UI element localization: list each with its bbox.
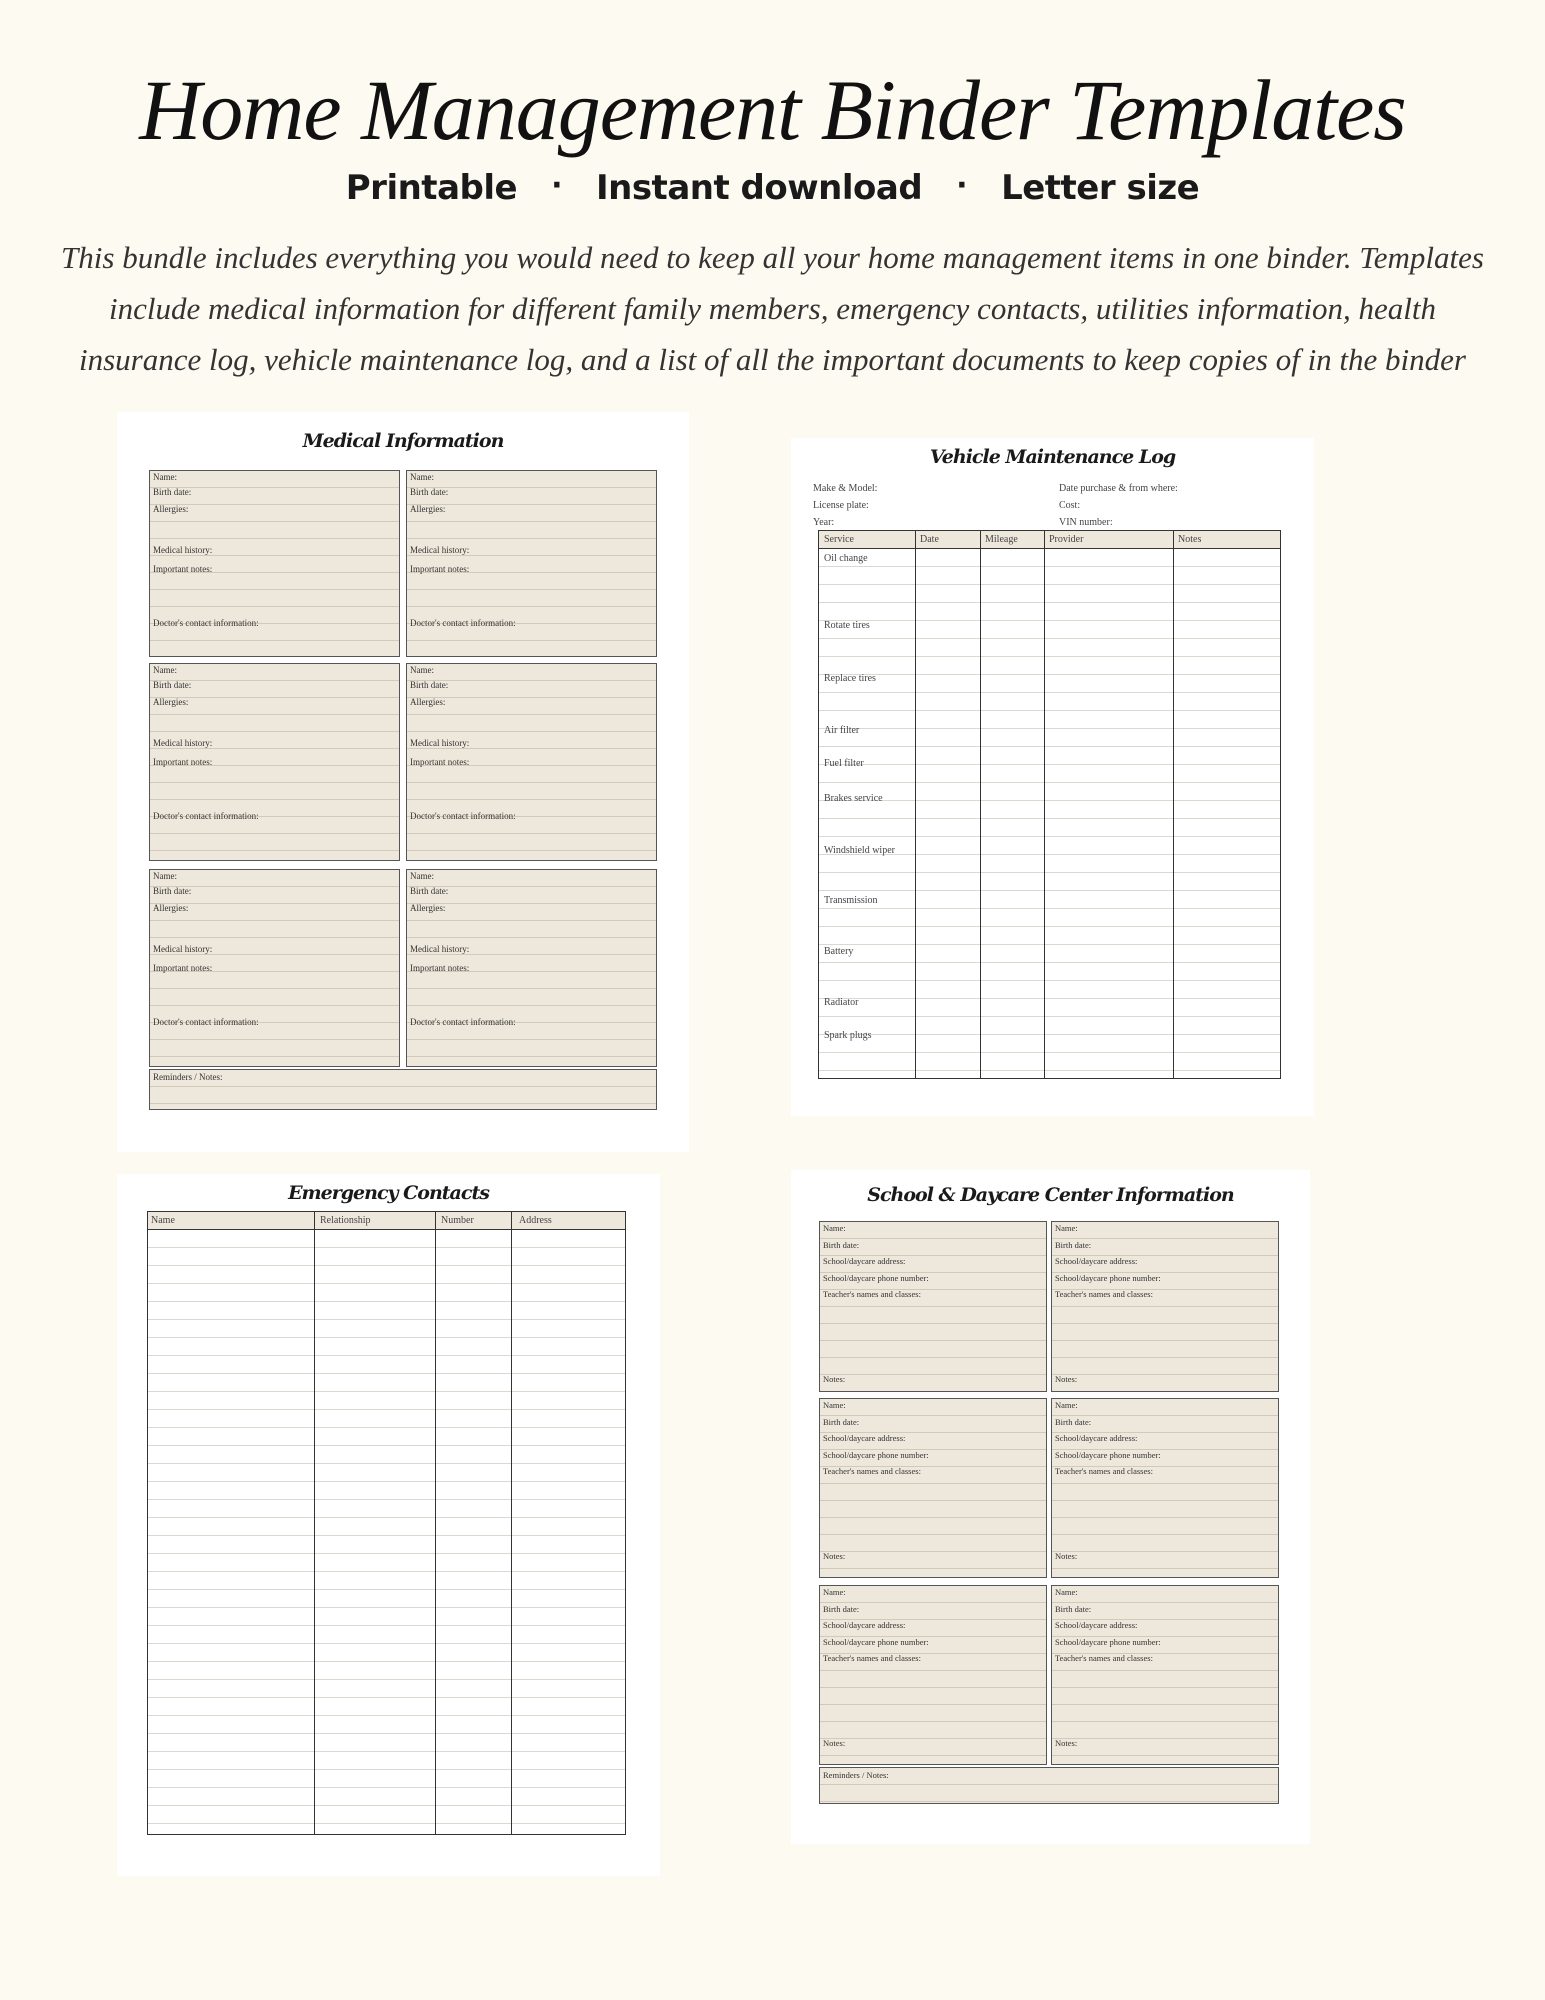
- field-label: Important notes:: [410, 757, 470, 767]
- field-label: Medical history:: [410, 944, 470, 954]
- vehicle-maintenance-preview: [791, 438, 1314, 1116]
- field-label: Teacher's names and classes:: [823, 1466, 921, 1476]
- field-label: Birth date:: [823, 1417, 860, 1427]
- school-daycare-preview: [791, 1170, 1310, 1844]
- service-label: Replace tires: [824, 673, 876, 684]
- field-label: School/daycare address:: [1055, 1433, 1138, 1443]
- field-label: Birth date:: [410, 680, 449, 690]
- child-info-box: [1051, 1221, 1279, 1392]
- field-label: Name:: [823, 1587, 846, 1597]
- field-label: Teacher's names and classes:: [1055, 1653, 1153, 1663]
- column-divider: [511, 1212, 512, 1834]
- info-label: License plate:: [813, 500, 869, 511]
- field-label: Birth date:: [1055, 1417, 1092, 1427]
- maintenance-table: [818, 530, 1281, 1079]
- column-divider: [1173, 531, 1174, 1078]
- field-label: Birth date:: [153, 487, 192, 497]
- field-label: Notes:: [1055, 1738, 1078, 1748]
- reminders-box: [819, 1767, 1279, 1804]
- feature-printable: Printable: [345, 168, 518, 208]
- feature-instant-download: Instant download: [595, 168, 923, 208]
- field-label: Doctor's contact information:: [153, 811, 259, 821]
- medical-person-box: [406, 663, 657, 861]
- separator: ·: [956, 168, 968, 203]
- service-label: Rotate tires: [824, 620, 870, 631]
- field-label: Medical history:: [153, 545, 213, 555]
- column-header: Name: [151, 1215, 175, 1226]
- field-label: School/daycare address:: [1055, 1620, 1138, 1630]
- column-header: Date: [920, 534, 939, 545]
- column-header: Notes: [1178, 534, 1202, 545]
- medical-person-box: [406, 869, 657, 1067]
- field-label: Name:: [823, 1223, 846, 1233]
- field-label: School/daycare address:: [823, 1620, 906, 1630]
- column-divider: [435, 1212, 436, 1834]
- field-label: Allergies:: [153, 697, 189, 707]
- field-label: Important notes:: [153, 963, 213, 973]
- field-label: Birth date:: [1055, 1240, 1092, 1250]
- child-info-box: [819, 1585, 1047, 1765]
- field-label: Name:: [153, 871, 177, 881]
- field-label: Doctor's contact information:: [153, 1017, 259, 1027]
- field-label: Name:: [410, 665, 434, 675]
- field-label: Medical history:: [153, 944, 213, 954]
- info-label: Cost:: [1059, 500, 1081, 511]
- field-label: Name:: [1055, 1400, 1078, 1410]
- medical-person-box: [149, 470, 400, 657]
- field-label: School/daycare phone number:: [823, 1273, 929, 1283]
- service-label: Battery: [824, 946, 854, 957]
- emergency-title: Emergency Contacts: [288, 1182, 489, 1204]
- column-header: Mileage: [985, 534, 1018, 545]
- medical-information-preview: [117, 412, 689, 1152]
- column-divider: [1044, 531, 1045, 1078]
- field-label: School/daycare phone number:: [1055, 1637, 1161, 1647]
- service-label: Spark plugs: [824, 1030, 872, 1041]
- field-label: Birth date:: [1055, 1604, 1092, 1614]
- page-title: Home Management Binder Templates: [139, 62, 1406, 158]
- field-label: Name:: [153, 472, 177, 482]
- field-label: School/daycare phone number:: [823, 1450, 929, 1460]
- field-label: Teacher's names and classes:: [823, 1289, 921, 1299]
- field-label: Name:: [410, 871, 434, 881]
- field-label: Notes:: [1055, 1374, 1078, 1384]
- field-label: Doctor's contact information:: [410, 1017, 516, 1027]
- reminders-label: Reminders / Notes:: [823, 1770, 889, 1780]
- medical-person-box: [406, 470, 657, 657]
- emergency-contacts-preview: [117, 1174, 660, 1876]
- medical-person-box: [149, 663, 400, 861]
- column-divider: [915, 531, 916, 1078]
- service-label: Oil change: [824, 553, 868, 564]
- field-label: Birth date:: [823, 1604, 860, 1614]
- field-label: School/daycare address:: [1055, 1256, 1138, 1266]
- field-label: Doctor's contact information:: [410, 811, 516, 821]
- vehicle-title: Vehicle Maintenance Log: [929, 446, 1176, 468]
- field-label: Name:: [153, 665, 177, 675]
- field-label: School/daycare address:: [823, 1256, 906, 1266]
- field-label: Medical history:: [410, 545, 470, 555]
- field-label: Allergies:: [410, 504, 446, 514]
- field-label: Important notes:: [153, 757, 213, 767]
- field-label: Allergies:: [410, 903, 446, 913]
- column-header: Provider: [1049, 534, 1084, 545]
- field-label: Notes:: [823, 1738, 846, 1748]
- field-label: Name:: [1055, 1587, 1078, 1597]
- field-label: Name:: [1055, 1223, 1078, 1233]
- column-divider: [980, 531, 981, 1078]
- field-label: Doctor's contact information:: [153, 618, 259, 628]
- field-label: Birth date:: [823, 1240, 860, 1250]
- service-label: Fuel filter: [824, 758, 864, 769]
- field-label: Allergies:: [410, 697, 446, 707]
- contacts-table: [147, 1211, 626, 1835]
- info-label: Make & Model:: [813, 483, 878, 494]
- table-header: [148, 1212, 625, 1230]
- service-label: Windshield wiper: [824, 845, 895, 856]
- field-label: Important notes:: [410, 963, 470, 973]
- field-label: Doctor's contact information:: [410, 618, 516, 628]
- field-label: School/daycare phone number:: [823, 1637, 929, 1647]
- column-header: Service: [824, 534, 854, 545]
- field-label: Allergies:: [153, 504, 189, 514]
- info-label: Year:: [813, 517, 835, 528]
- info-label: Date purchase & from where:: [1059, 483, 1178, 494]
- field-label: Name:: [823, 1400, 846, 1410]
- field-label: Notes:: [823, 1551, 846, 1561]
- field-label: School/daycare address:: [823, 1433, 906, 1443]
- reminders-box: [149, 1069, 657, 1110]
- field-label: Notes:: [823, 1374, 846, 1384]
- reminders-label: Reminders / Notes:: [153, 1072, 223, 1082]
- field-label: Medical history:: [410, 738, 470, 748]
- feature-letter-size: Letter size: [1001, 168, 1200, 208]
- column-header: Relationship: [320, 1215, 371, 1226]
- field-label: Important notes:: [153, 564, 213, 574]
- column-header: Address: [519, 1215, 552, 1226]
- separator: ·: [551, 168, 562, 203]
- service-label: Air filter: [824, 725, 860, 736]
- school-title: School & Daycare Center Information: [867, 1184, 1234, 1206]
- child-info-box: [819, 1221, 1047, 1392]
- field-label: Teacher's names and classes:: [1055, 1466, 1153, 1476]
- field-label: Medical history:: [153, 738, 213, 748]
- info-label: VIN number:: [1059, 517, 1113, 528]
- field-label: Teacher's names and classes:: [823, 1653, 921, 1663]
- column-divider: [314, 1212, 315, 1834]
- column-header: Number: [441, 1215, 474, 1226]
- field-label: Allergies:: [153, 903, 189, 913]
- field-label: Birth date:: [153, 680, 192, 690]
- child-info-box: [1051, 1398, 1279, 1578]
- field-label: Name:: [410, 472, 434, 482]
- child-info-box: [819, 1398, 1047, 1578]
- field-label: Birth date:: [410, 487, 449, 497]
- service-label: Brakes service: [824, 793, 883, 804]
- description: This bundle includes everything you would need to keep all your home management items in one binder. Templates include medical information for different family members, emergency contacts, utilities information, health insurance log, vehicle maintenance log, and a list of all the important documents to keep copies of in the binder: [61, 240, 1484, 377]
- field-label: Birth date:: [410, 886, 449, 896]
- medical-person-box: [149, 869, 400, 1067]
- field-label: Teacher's names and classes:: [1055, 1289, 1153, 1299]
- feature-list: [0, 168, 1545, 208]
- field-label: School/daycare phone number:: [1055, 1450, 1161, 1460]
- medical-title: Medical Information: [302, 430, 504, 452]
- service-label: Radiator: [824, 997, 859, 1008]
- field-label: Important notes:: [410, 564, 470, 574]
- field-label: Birth date:: [153, 886, 192, 896]
- service-label: Transmission: [824, 895, 878, 906]
- child-info-box: [1051, 1585, 1279, 1765]
- field-label: Notes:: [1055, 1551, 1078, 1561]
- field-label: School/daycare phone number:: [1055, 1273, 1161, 1283]
